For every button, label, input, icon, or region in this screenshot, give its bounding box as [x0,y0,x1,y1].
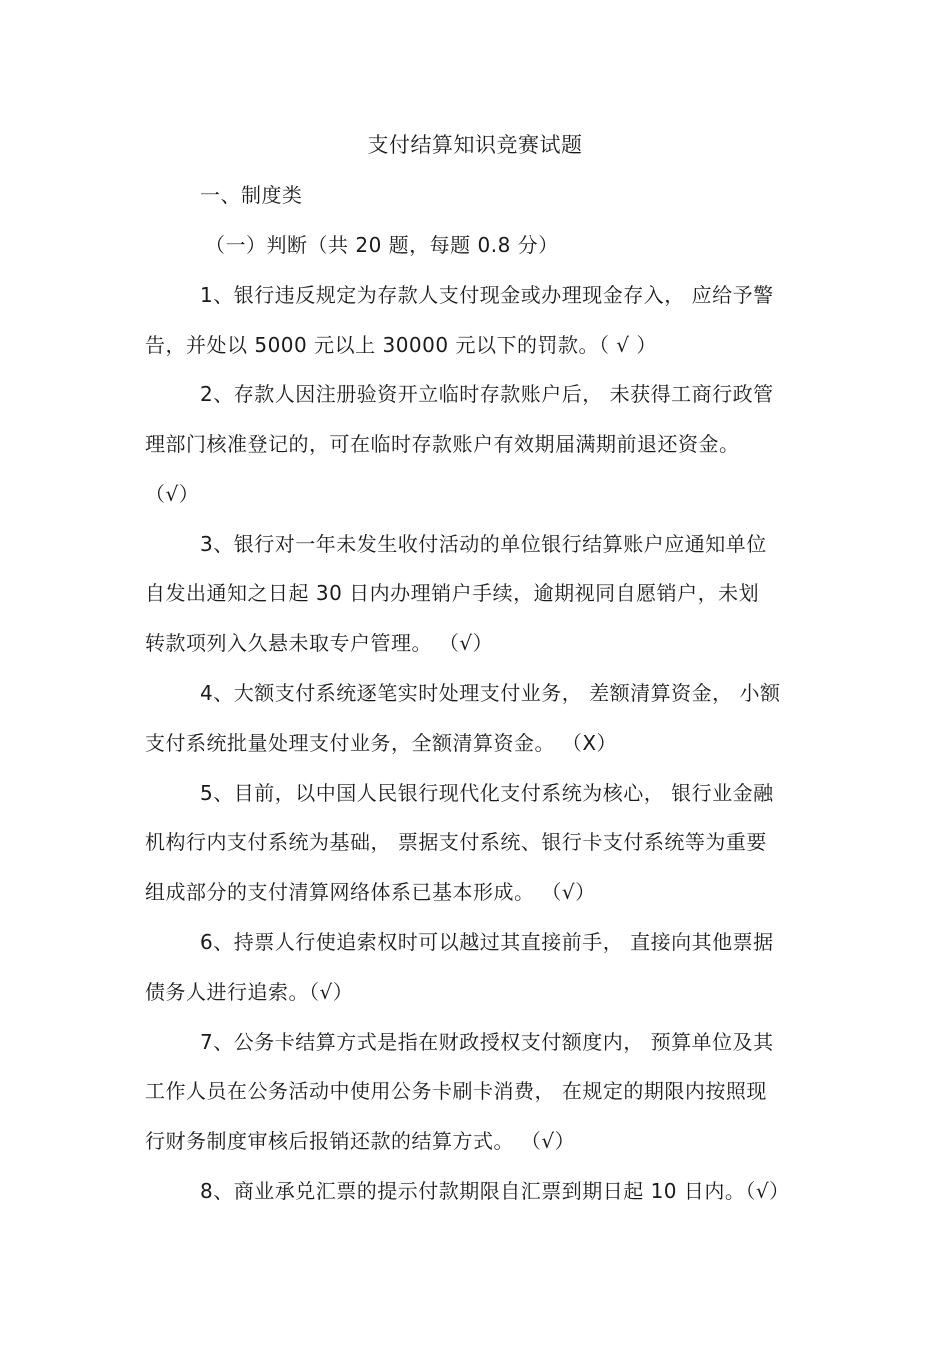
question-3-line-1: 3、银行对一年未发生收付活动的单位银行结算账户应通知单位 [200,532,767,556]
question-7-line-2: 工作人员在公务活动中使用公务卡刷卡消费， 在规定的期限内按照现 [145,1079,767,1103]
question-3-line-3: 转款项列入久悬未取专户管理。 （√） [145,631,494,655]
document-title: 支付结算知识竞赛试题 [367,133,583,157]
question-1-line-2: 告，并处以 5000 元以上 30000 元以下的罚款。（ √ ） [145,333,657,357]
question-5-line-2: 机构行内支付系统为基础， 票据支付系统、银行卡支付系统等为重要 [145,830,767,854]
question-4-line-1: 4、大额支付系统逐笔实时处理支付业务， 差额清算资金， 小额 [200,681,781,705]
subsection-heading: （一）判断（共 20 题，每题 0.8 分） [205,233,559,257]
question-7-line-1: 7、公务卡结算方式是指在财政授权支付额度内， 预算单位及其 [200,1030,774,1054]
question-2-line-1: 2、存款人因注册验资开立临时存款账户后， 未获得工商行政管 [200,382,774,406]
question-8-line-1: 8、商业承兑汇票的提示付款期限自汇票到期日起 10 日内。（√） [200,1179,790,1203]
question-1-line-1: 1、银行违反规定为存款人支付现金或办理现金存入， 应给予警 [200,283,774,307]
question-7-line-3: 行财务制度审核后报销还款的结算方式。 （√） [145,1129,576,1153]
question-2-line-3: （√） [145,482,200,506]
question-3-line-2: 自发出通知之日起 30 日内办理销户手续，逾期视同自愿销户，未划 [145,581,760,605]
question-2-line-2: 理部门核准登记的，可在临时存款账户有效期届满期前退还资金。 [145,432,740,456]
section-heading: 一、制度类 [200,183,303,207]
question-6-line-2: 债务人进行追索。（√） [145,980,354,1004]
question-6-line-1: 6、持票人行使追索权时可以越过其直接前手， 直接向其他票据 [200,930,774,954]
question-4-line-2: 支付系统批量处理支付业务，全额清算资金。 （X） [145,731,618,755]
question-5-line-3: 组成部分的支付清算网络体系已基本形成。 （√） [145,880,596,904]
question-5-line-1: 5、目前，以中国人民银行现代化支付系统为核心， 银行业金融 [200,781,774,805]
